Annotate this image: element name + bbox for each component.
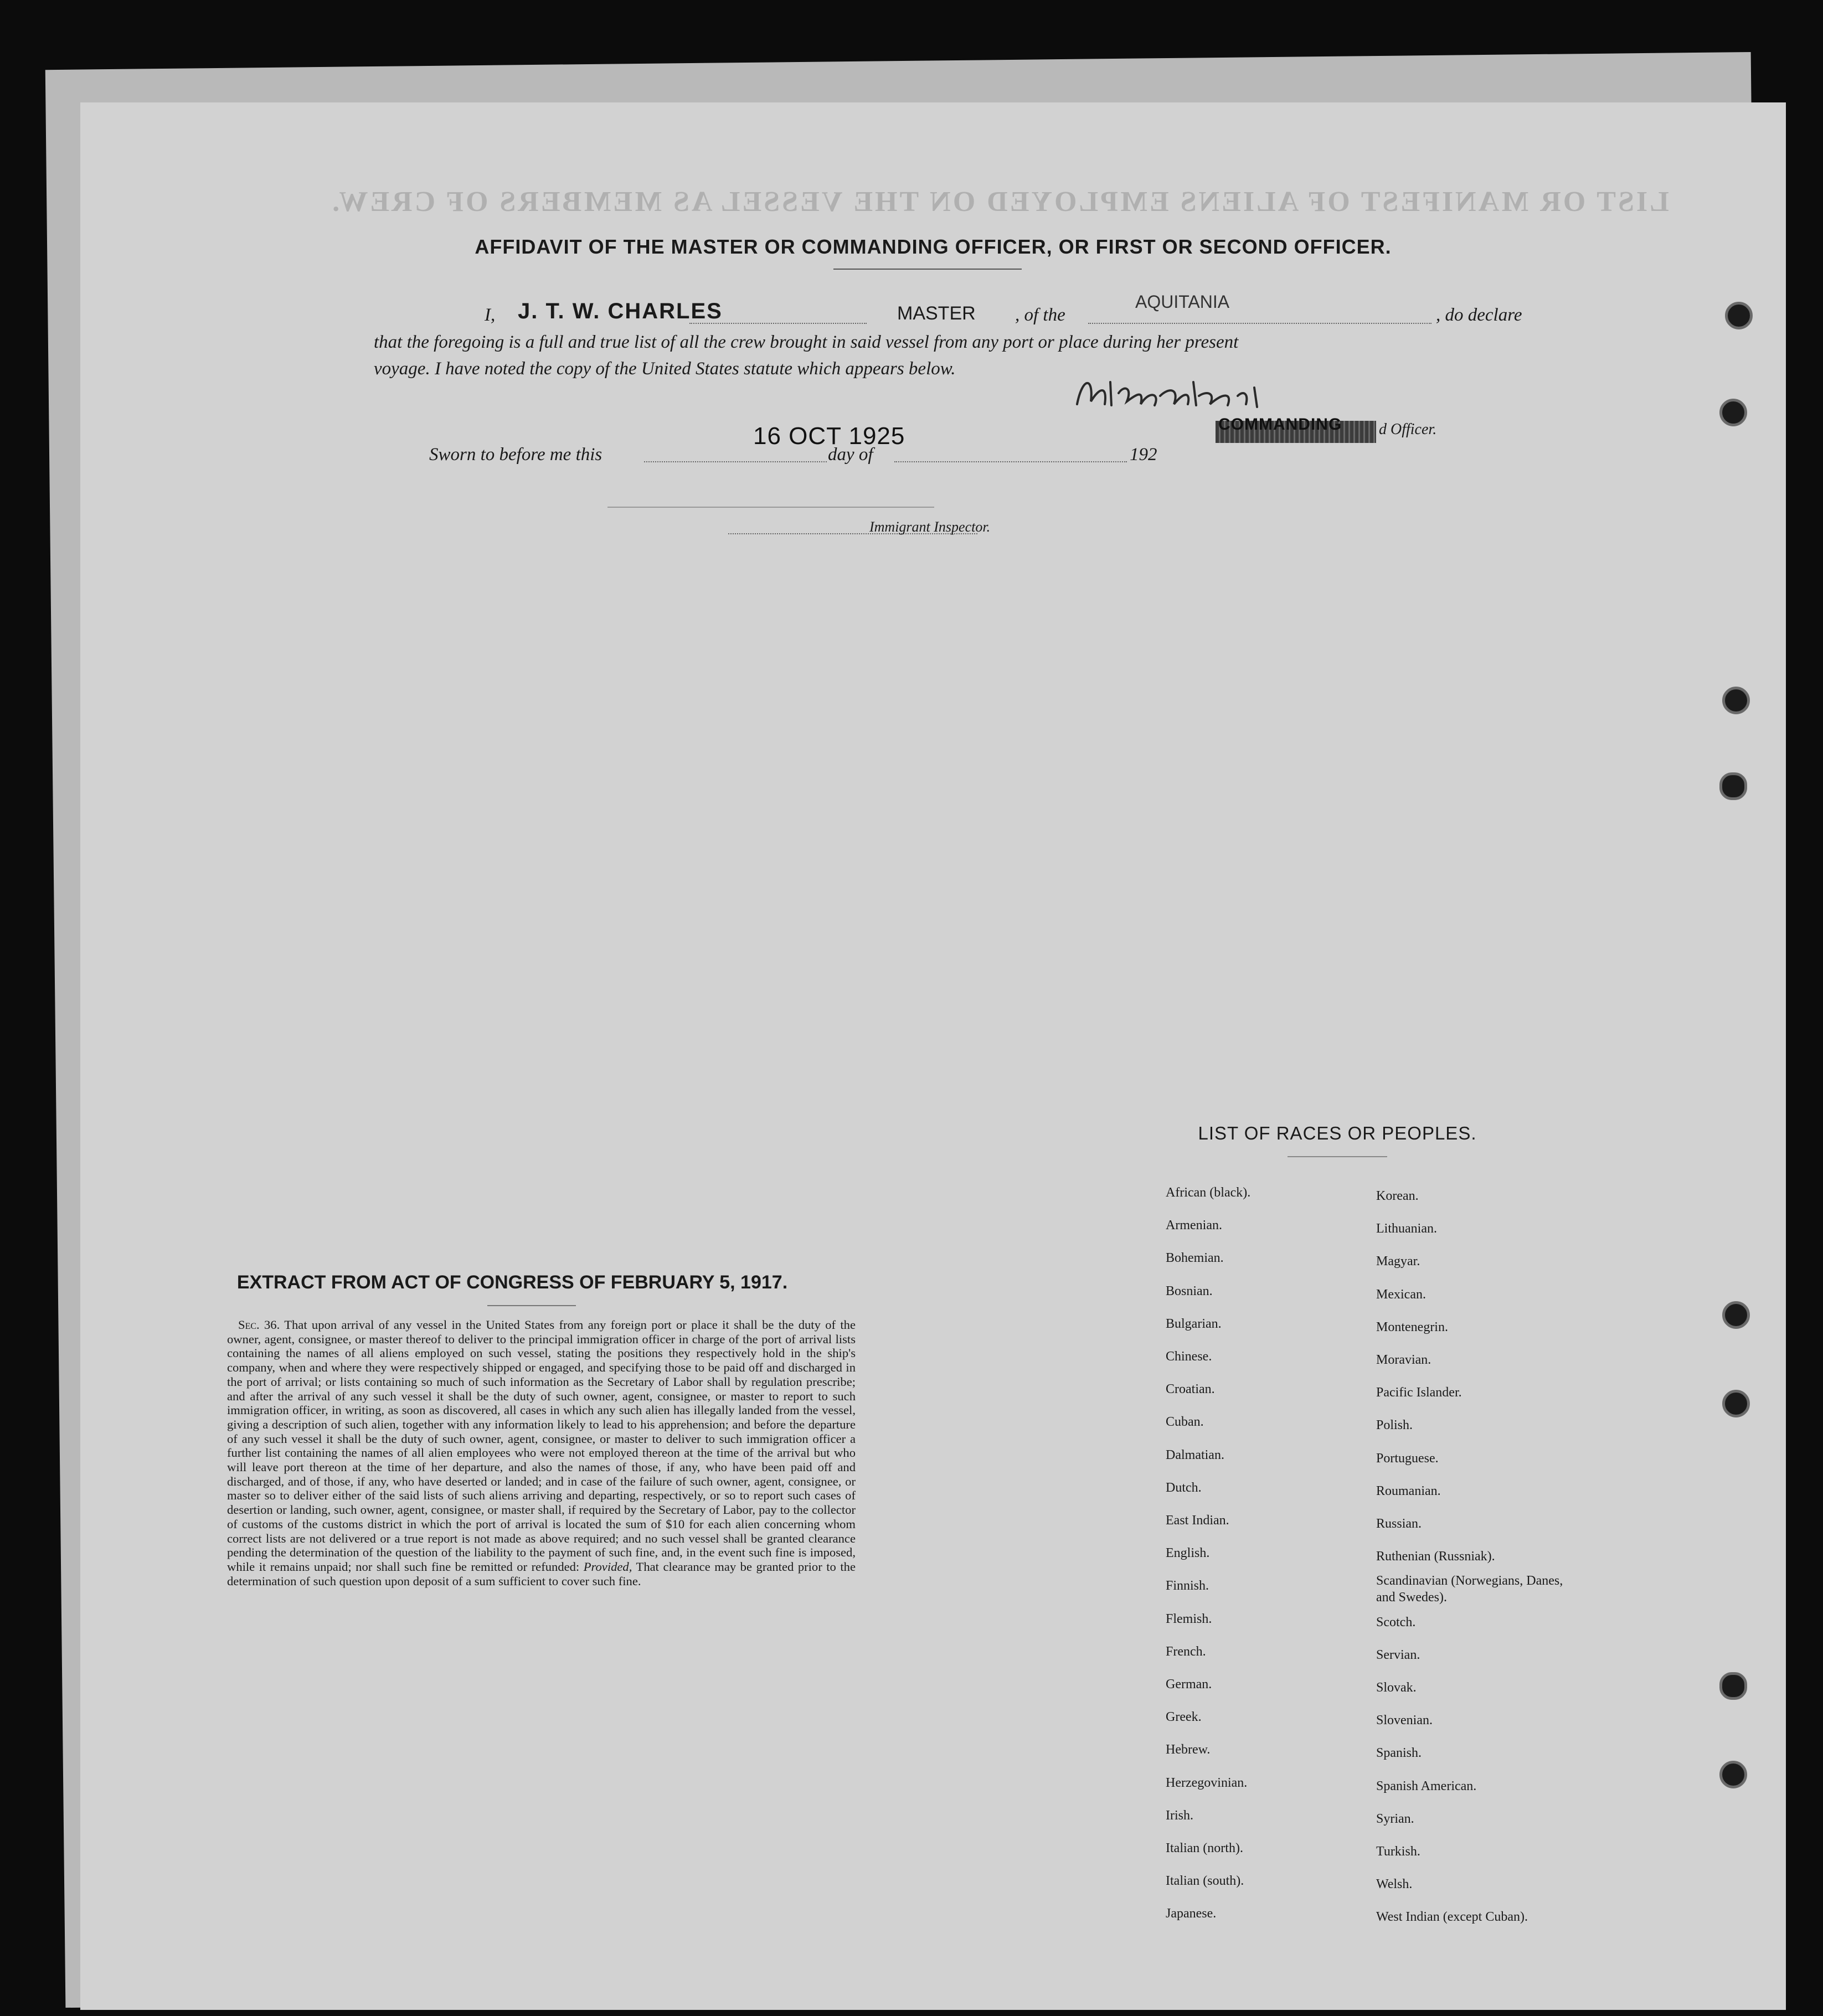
race-item: German. (1166, 1677, 1212, 1692)
race-item: Cuban. (1166, 1415, 1204, 1430)
vessel-name-stamp: AQUITANIA (1135, 292, 1230, 312)
race-item: Pacific Islander. (1376, 1385, 1462, 1400)
race-item: Russian. (1376, 1517, 1422, 1532)
races-left-column (1166, 1177, 1250, 1931)
race-item: Syrian. (1376, 1811, 1414, 1826)
bleed-through-header: LIST OR MANIFEST OF ALIENS EMPLOYED ON THE VESSEL AS MEMBERS OF CREW. (330, 186, 1669, 218)
binder-hole (1722, 1390, 1750, 1417)
race-item: Ruthenian (Russniak). (1376, 1549, 1495, 1564)
race-item: Roumanian. (1376, 1483, 1441, 1498)
race-item: Herzegovinian. (1166, 1775, 1248, 1790)
race-item: Bosnian. (1166, 1283, 1213, 1298)
master-name-stamp: J. T. W. CHARLES (518, 299, 723, 323)
sworn-month-blank (894, 461, 1127, 462)
race-item: English. (1166, 1546, 1210, 1561)
inspector-label: Immigrant Inspector. (869, 519, 991, 535)
race-item: Polish. (1376, 1418, 1413, 1433)
rank-stamp: MASTER (897, 303, 976, 324)
binder-hole (1725, 302, 1753, 329)
statute-text-end: That clearance may be granted prior to the determination of such question upon deposit of a sum sufficient to cover such fine. (227, 1559, 856, 1588)
race-item: Italian (south). (1166, 1874, 1244, 1889)
race-item: Magyar. (1376, 1254, 1420, 1269)
race-item: Hebrew. (1166, 1742, 1211, 1757)
officer-suffix: d Officer. (1379, 421, 1437, 438)
master-signature (1072, 371, 1282, 415)
extract-underline (487, 1305, 576, 1306)
title-underline (833, 269, 1022, 270)
race-item: Moravian. (1376, 1353, 1431, 1368)
race-item: Armenian. (1166, 1218, 1222, 1233)
race-item: Chinese. (1166, 1349, 1212, 1364)
section-label: Sec. 36. (238, 1318, 280, 1332)
race-item: French. (1166, 1644, 1206, 1659)
race-item: African (black). (1166, 1185, 1251, 1200)
race-item: Dalmatian. (1166, 1447, 1224, 1462)
inspector-signature-line (607, 507, 934, 508)
race-item: Finnish. (1166, 1579, 1209, 1594)
race-item: Irish. (1166, 1808, 1193, 1823)
race-item: Italian (north). (1166, 1841, 1243, 1856)
sworn-label: Sworn to before me this (429, 445, 602, 465)
race-item: Montenegrin. (1376, 1319, 1448, 1334)
race-item: Scandinavian (Norwegians, Danes, and Swedes). (1376, 1574, 1563, 1605)
race-item: Japanese. (1166, 1906, 1217, 1921)
race-item: Scotch. (1376, 1615, 1416, 1630)
race-item: Spanish American. (1376, 1778, 1477, 1793)
affidavit-title: AFFIDAVIT OF THE MASTER OR COMMANDING OFFICER, OR FIRST OR SECOND OFFICER. (475, 235, 1392, 258)
provided-word: Provided, (583, 1559, 632, 1574)
affidavit-i: I, (485, 305, 496, 325)
binder-hole (1722, 1301, 1750, 1329)
race-item: Turkish. (1376, 1844, 1420, 1859)
races-underline (1288, 1156, 1387, 1157)
race-item: Portuguese. (1376, 1451, 1439, 1466)
extract-title: EXTRACT FROM ACT OF CONGRESS OF FEBRUARY 5, 1917. (236, 1272, 788, 1293)
race-item: Slovak. (1376, 1680, 1417, 1695)
binder-hole (1719, 1761, 1747, 1788)
of-the-label: , of the (1015, 305, 1065, 325)
race-item: West Indian (except Cuban). (1376, 1910, 1528, 1925)
binder-hole (1719, 399, 1747, 426)
race-item: Bohemian. (1166, 1251, 1224, 1266)
sworn-day-blank (644, 461, 827, 462)
races-title: LIST OF RACES OR PEOPLES. (1198, 1123, 1477, 1143)
race-item: Slovenian. (1376, 1713, 1433, 1728)
affidavit-line-3: voyage. I have noted the copy of the United States statute which appears below. (374, 359, 956, 379)
race-item: Mexican. (1376, 1287, 1426, 1302)
binder-hole (1719, 772, 1747, 800)
race-item: East Indian. (1166, 1513, 1229, 1528)
statute-text: That upon arrival of any vessel in the United States from any foreign port or place it shall be the duty of the owner, agent, consignee, or master thereof to deliver to the principal immigration officer in charge of the port of arrival lists containing the names of all aliens employed on such vessel, stating the positions they respectively hold in the ship's company, when and where they were respectively shipped or engaged, and specifying those to be paid off and discharged in the port of arrival; or lists containing so much of such information as the Secretary of Labor shall by regulation prescribe; and after the arrival of any such vessel it shall be the duty of such owner, agent, consignee, or master to report to such immigration officer, in writing, as soon as discovered, all cases in which any such alien has illegally landed from the vessel, giving a description of such alien, together with any information likely to lead to his apprehension; and before the departure of any such vessel it shall be the duty of such owner, agent, consignee, or master to deliver to such immigration officer a further list containing the names of all alien employees who were not employed thereon at the time of the arrival but who will leave port thereon at the time of her departure, and also the names of those, if any, who have been paid off and discharged, and of those, if any, who have deserted or landed; and in case of the failure of such owner, agent, consignee, or master so to deliver either of the said lists of such aliens arriving and departing, respectively, or so to report such cases of desertion or landing, such owner, agent, consignee, or master shall, if required by the Secretary of Labor, pay to the collector of customs of the customs district in which the port of arrival is located the sum of $10 for each alien concerning whom correct lists are not delivered or a true report is not made as above required; and no such vessel shall be granted clearance pending the determination of the question of the liability to the payment of such fine, and, in the event such fine is imposed, while it remains unpaid; nor shall such fine be remitted or refunded: (227, 1318, 856, 1574)
races-right-column (1376, 1180, 1575, 1934)
race-item: Bulgarian. (1166, 1316, 1222, 1331)
do-declare-label: , do declare (1436, 305, 1522, 325)
vessel-blank (1088, 323, 1431, 324)
race-item: Welsh. (1376, 1877, 1413, 1892)
race-item: Korean. (1376, 1189, 1419, 1203)
day-of-label: day of (828, 445, 873, 465)
race-item: Dutch. (1166, 1480, 1202, 1495)
affidavit-line-2: that the foregoing is a full and true list of all the crew brought in said vessel from any port or place during her present (374, 332, 1239, 352)
race-item: Spanish. (1376, 1746, 1422, 1761)
race-item: Croatian. (1166, 1382, 1215, 1397)
year-prefix: 192 (1130, 445, 1157, 465)
date-stamp: 16 OCT 1925 (753, 422, 905, 450)
name-blank (689, 323, 867, 324)
binder-hole (1722, 687, 1750, 714)
race-item: Servian. (1376, 1647, 1420, 1662)
binder-hole (1719, 1672, 1747, 1700)
race-item: Lithuanian. (1376, 1221, 1437, 1236)
manifest-page (80, 102, 1786, 2010)
commanding-stamp: COMMANDING (1218, 415, 1342, 434)
race-item: Flemish. (1166, 1611, 1212, 1626)
extract-text (227, 1318, 856, 1588)
race-item: Greek. (1166, 1710, 1202, 1725)
